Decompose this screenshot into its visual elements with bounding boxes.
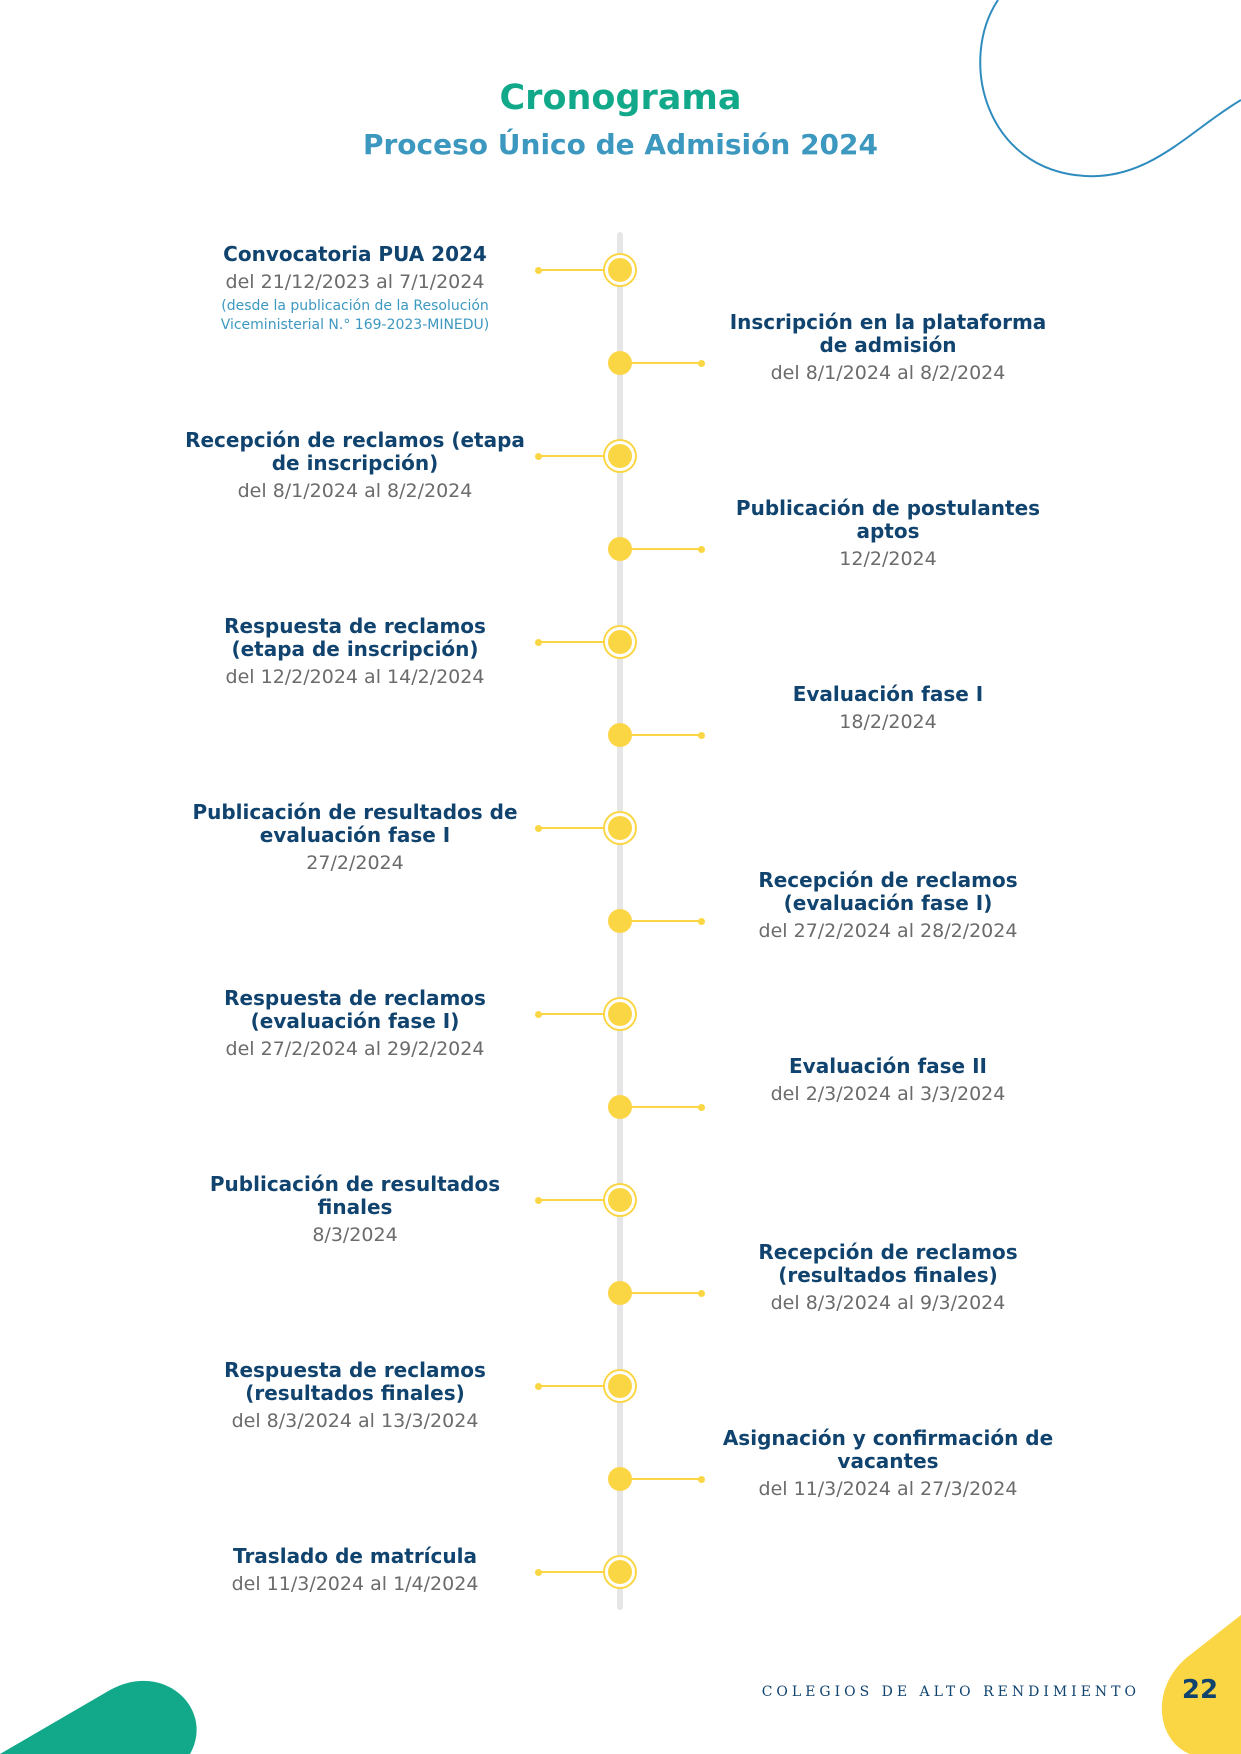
event-date: del 8/1/2024 al 8/2/2024 <box>770 362 1006 384</box>
event-date: del 11/3/2024 al 1/4/2024 <box>231 1573 479 1595</box>
timeline-connector-end <box>698 1104 705 1111</box>
event-note: (desde la publicación de la Resolución Viceministerial N.° 169-2023-MINEDU) <box>220 298 490 333</box>
event-title: Recepción de reclamos (evaluación fase I) <box>758 868 1018 915</box>
event-title: Evaluación fase I <box>792 682 984 706</box>
timeline-connector-end <box>698 1290 705 1297</box>
timeline-connector-end <box>698 546 705 553</box>
timeline-connector-end <box>698 360 705 367</box>
event-title: Publicación de resultados finales <box>209 1172 501 1219</box>
timeline-event <box>718 869 1058 943</box>
event-date: del 8/3/2024 al 9/3/2024 <box>770 1292 1006 1314</box>
timeline-event <box>718 683 1058 734</box>
bottom-left-green-shape <box>0 1681 197 1754</box>
timeline-node <box>608 1467 632 1491</box>
timeline-connector-end <box>535 267 542 274</box>
timeline-event <box>718 1427 1058 1501</box>
event-date: 8/3/2024 <box>312 1224 398 1246</box>
timeline-node <box>605 1371 635 1401</box>
timeline-node <box>605 1185 635 1215</box>
timeline-node <box>605 255 635 285</box>
timeline-node <box>608 537 632 561</box>
page-title: Cronograma <box>499 78 742 118</box>
timeline-event <box>185 987 525 1061</box>
timeline-connector <box>620 920 702 922</box>
event-date: 18/2/2024 <box>839 711 937 733</box>
timeline-event <box>718 497 1058 571</box>
event-title: Inscripción en la plataforma de admisión <box>729 310 1047 357</box>
timeline-event <box>185 1173 525 1247</box>
timeline-connector-end <box>698 732 705 739</box>
timeline-connector-end <box>535 825 542 832</box>
timeline-connector-end <box>698 918 705 925</box>
timeline-connector-end <box>535 1011 542 1018</box>
event-title: Respuesta de reclamos (evaluación fase I) <box>224 986 486 1033</box>
timeline-connector <box>620 1292 702 1294</box>
event-date: del 11/3/2024 al 27/3/2024 <box>758 1478 1018 1500</box>
event-date: del 8/1/2024 al 8/2/2024 <box>237 480 473 502</box>
timeline-event <box>185 801 525 875</box>
timeline-node <box>608 909 632 933</box>
event-date: 12/2/2024 <box>839 548 937 570</box>
timeline-connector <box>620 734 702 736</box>
timeline-node <box>608 1095 632 1119</box>
timeline-connector <box>620 1478 702 1480</box>
timeline-connector-end <box>535 1569 542 1576</box>
event-title: Publicación de postulantes aptos <box>735 496 1041 543</box>
timeline-connector <box>620 1106 702 1108</box>
timeline-event <box>185 615 525 689</box>
event-title: Convocatoria PUA 2024 <box>223 242 487 266</box>
timeline-node <box>605 813 635 843</box>
event-date: del 12/2/2024 al 14/2/2024 <box>225 666 485 688</box>
event-title: Traslado de matrícula <box>233 1544 477 1568</box>
timeline-event <box>185 243 525 335</box>
event-title: Asignación y confirmación de vacantes <box>722 1426 1054 1473</box>
event-date: del 27/2/2024 al 29/2/2024 <box>225 1038 485 1060</box>
timeline-connector-end <box>535 1383 542 1390</box>
timeline-event <box>185 1545 525 1596</box>
event-date: del 27/2/2024 al 28/2/2024 <box>758 920 1018 942</box>
event-title: Respuesta de reclamos (resultados finales) <box>224 1358 486 1405</box>
timeline-connector <box>620 548 702 550</box>
event-date: 27/2/2024 <box>306 852 404 874</box>
timeline-node <box>605 441 635 471</box>
timeline-connector-end <box>698 1476 705 1483</box>
page-number: 22 <box>1181 1675 1219 1705</box>
timeline-connector <box>620 362 702 364</box>
timeline-event <box>718 311 1058 385</box>
page-subtitle: Proceso Único de Admisión 2024 <box>362 128 879 161</box>
timeline-connector-end <box>535 639 542 646</box>
timeline-node <box>605 999 635 1029</box>
event-date: del 8/3/2024 al 13/3/2024 <box>231 1410 479 1432</box>
timeline-node <box>605 1557 635 1587</box>
timeline-event <box>185 1359 525 1433</box>
event-title: Recepción de reclamos (resultados finales) <box>758 1240 1018 1287</box>
event-date: del 2/3/2024 al 3/3/2024 <box>770 1083 1006 1105</box>
timeline-connector-end <box>535 1197 542 1204</box>
timeline-event <box>185 429 525 503</box>
timeline-node <box>608 1281 632 1305</box>
timeline-event <box>718 1241 1058 1315</box>
footer-publication-name: COLEGIOS DE ALTO RENDIMIENTO <box>761 1684 1140 1700</box>
event-title: Recepción de reclamos (etapa de inscripción) <box>185 428 525 475</box>
event-date: del 21/12/2023 al 7/1/2024 <box>225 271 485 293</box>
event-title: Respuesta de reclamos (etapa de inscripción) <box>224 614 486 661</box>
event-title: Publicación de resultados de evaluación fase I <box>192 800 518 847</box>
event-title: Evaluación fase II <box>789 1054 987 1078</box>
timeline-event <box>718 1055 1058 1106</box>
timeline-node <box>608 723 632 747</box>
timeline-node <box>608 351 632 375</box>
timeline-node <box>605 627 635 657</box>
timeline-connector-end <box>535 453 542 460</box>
